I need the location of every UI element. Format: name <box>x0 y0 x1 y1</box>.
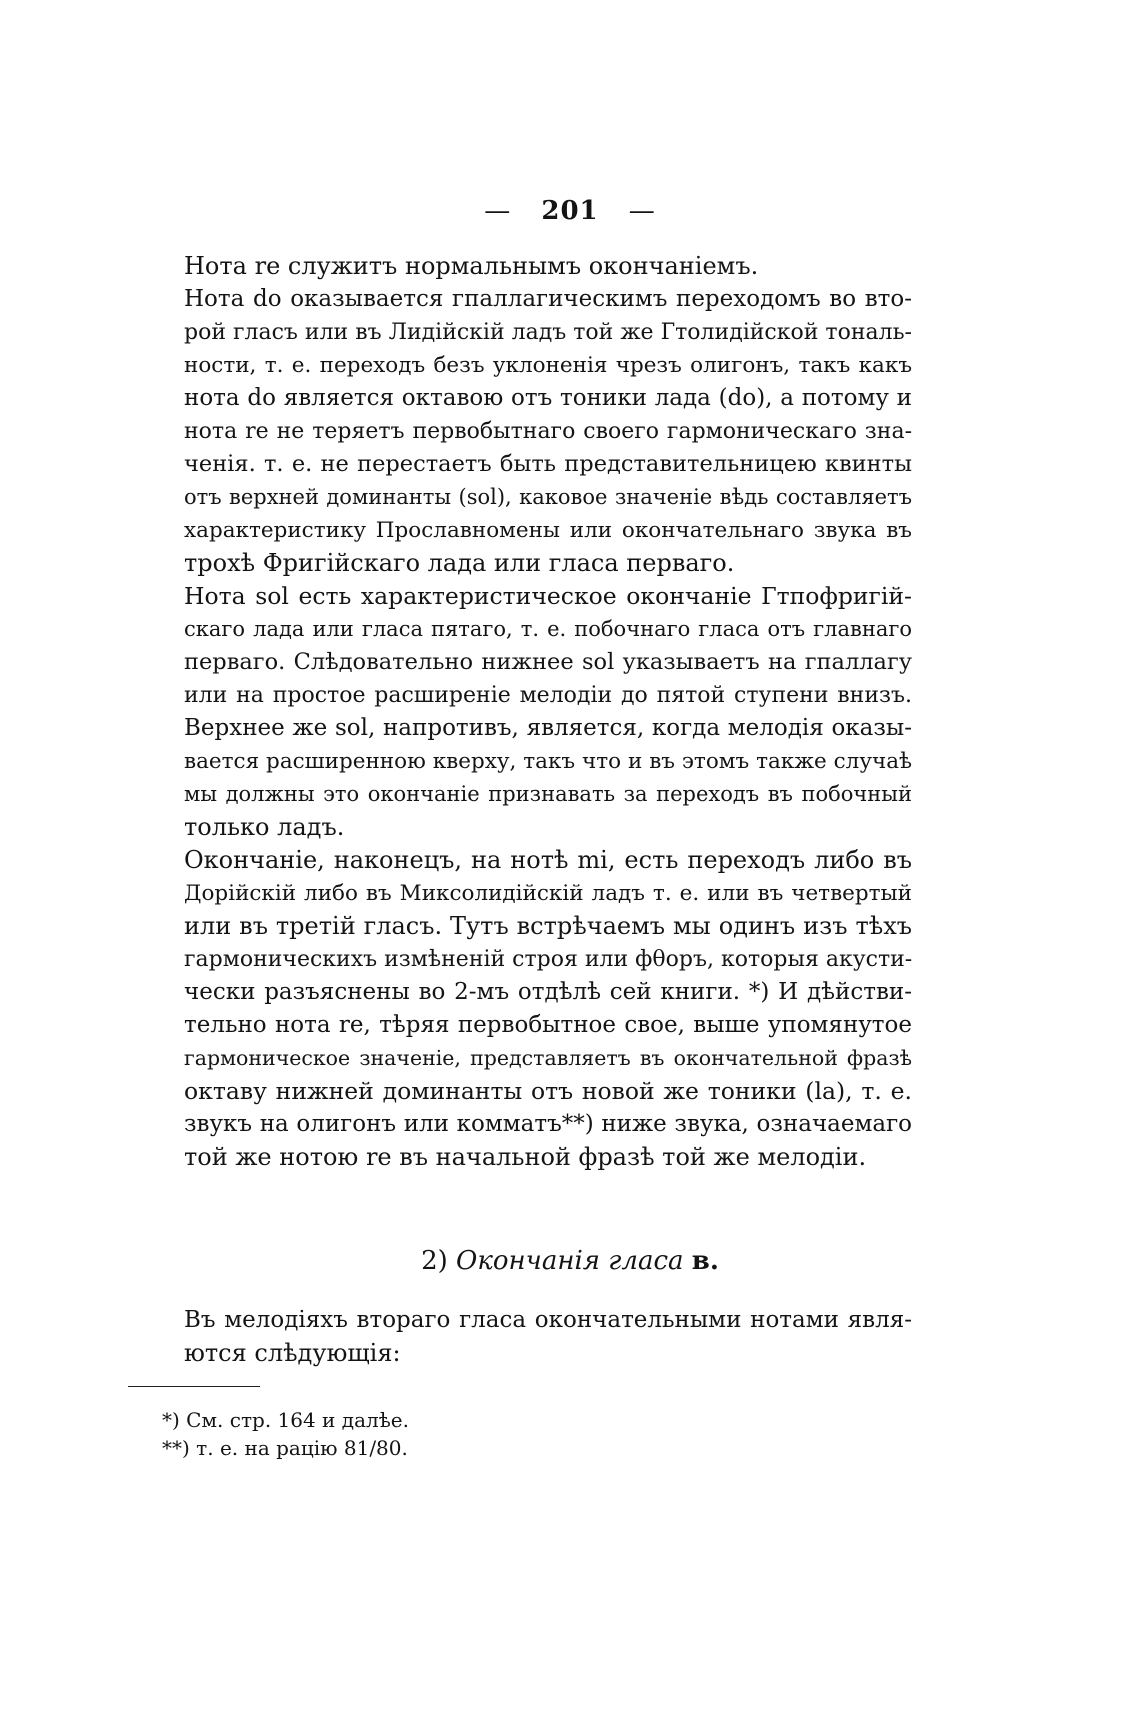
text-line: гармоническое значеніе, представляетъ въ окончательной фразѣ <box>184 1046 912 1070</box>
footnotes <box>162 1406 409 1462</box>
section-number: 2) <box>421 1246 448 1276</box>
text-line: Нота do оказывается гпаллагическимъ переходомъ во вто- <box>184 286 912 312</box>
header-dash-left: — <box>484 196 512 226</box>
text-line: Окончаніе, наконецъ, на нотѣ mi, есть переходъ либо въ <box>184 846 912 874</box>
section-heading <box>0 1246 1140 1276</box>
text-line: Нота re служитъ нормальнымъ окончаніемъ. <box>184 252 759 280</box>
text-line: нота re не теряетъ первобытнаго своего гармоническаго зна- <box>184 419 912 444</box>
text-line: Дорійскій либо въ Миксолидійскій ладъ т. е. или въ четвертый <box>184 881 912 906</box>
section-glyph: в. <box>691 1246 719 1276</box>
section-title-text: Окончанія гласа <box>456 1246 684 1276</box>
text-line: или на простое расширеніе мелодіи до пятой ступени внизъ. <box>184 683 912 708</box>
footnote-rule <box>128 1386 260 1387</box>
paragraph-1 <box>184 250 912 283</box>
main-text <box>184 250 912 1174</box>
text-line: трохѣ Фригійскаго лада или гласа перваго. <box>184 549 735 577</box>
text-line: Верхнее же sol, напротивъ, является, когда мелодія оказы- <box>184 715 912 741</box>
section-intro <box>184 1304 912 1370</box>
text-line: перваго. Слѣдовательно нижнее sol указываетъ на гпаллагу <box>184 649 912 675</box>
text-line: мы должны это окончаніе признавать за переходъ въ побочный <box>184 782 912 806</box>
paragraph-3 <box>184 580 912 844</box>
header-dash-right: — <box>628 196 656 226</box>
text-line: только ладъ. <box>184 813 345 841</box>
footnote-text: т. е. на рацію 81/80. <box>196 1436 408 1460</box>
text-line: гармоническихъ измѣненій строя или фθоръ, которыя акусти- <box>184 947 912 972</box>
paragraph-2 <box>184 283 912 580</box>
text-line: ются слѣдующія: <box>184 1339 401 1367</box>
page-number: 201 <box>541 196 599 226</box>
text-line: октаву нижней доминанты отъ новой же тоники (la), т. е. <box>184 1077 912 1105</box>
text-line: скаго лада или гласа пятаго, т. е. побочнаго гласа отъ главнаго <box>184 617 912 641</box>
text-line: ности, т. е. переходъ безъ уклоненія чрезъ олигонъ, такъ какъ <box>184 353 912 378</box>
text-line: нота do является октавою отъ тоники лада (do), а потому и <box>184 385 912 411</box>
footnote-1 <box>162 1406 409 1434</box>
paragraph-4 <box>184 844 912 1174</box>
text-line: или въ третій гласъ. Тутъ встрѣчаемъ мы одинъ изъ тѣхъ <box>184 912 912 940</box>
text-line: Нота sol есть характеристическое окончаніе Гтпофригій- <box>184 582 912 610</box>
footnote-2 <box>162 1434 409 1462</box>
footnote-mark: *) <box>162 1408 180 1432</box>
text-line: тельно нота re, тѣряя первобытное свое, выше упомянутое <box>184 1012 912 1038</box>
footnote-text: См. стр. 164 и далѣе. <box>186 1408 409 1432</box>
text-line: ченія. т. е. не перестаетъ быть представительницею квинты <box>184 451 912 477</box>
text-line: отъ верхней доминанты (sol), каковое значеніе вѣдь составляетъ <box>184 485 912 509</box>
page-header <box>0 196 1140 226</box>
text-line: вается расширенною кверху, такъ что и въ этомъ также случаѣ <box>184 749 912 774</box>
text-line: рой гласъ или въ Лидійскій ладъ той же Гтолидійской тональ- <box>184 320 912 345</box>
footnote-mark: **) <box>162 1436 190 1460</box>
text-line: звукъ на олигонъ или комматъ**) ниже звука, означаемаго <box>184 1111 912 1137</box>
text-line: чески разъяснены во 2-мъ отдѣлѣ сей книги. *) И дѣйстви- <box>184 979 912 1005</box>
text-line: Въ мелодіяхъ втораго гласа окончательными нотами явля- <box>184 1307 912 1333</box>
text-line: характеристику Прославномены или окончательнаго звука въ <box>184 518 912 543</box>
text-line: той же нотою re въ начальной фразѣ той же мелодіи. <box>184 1143 867 1171</box>
